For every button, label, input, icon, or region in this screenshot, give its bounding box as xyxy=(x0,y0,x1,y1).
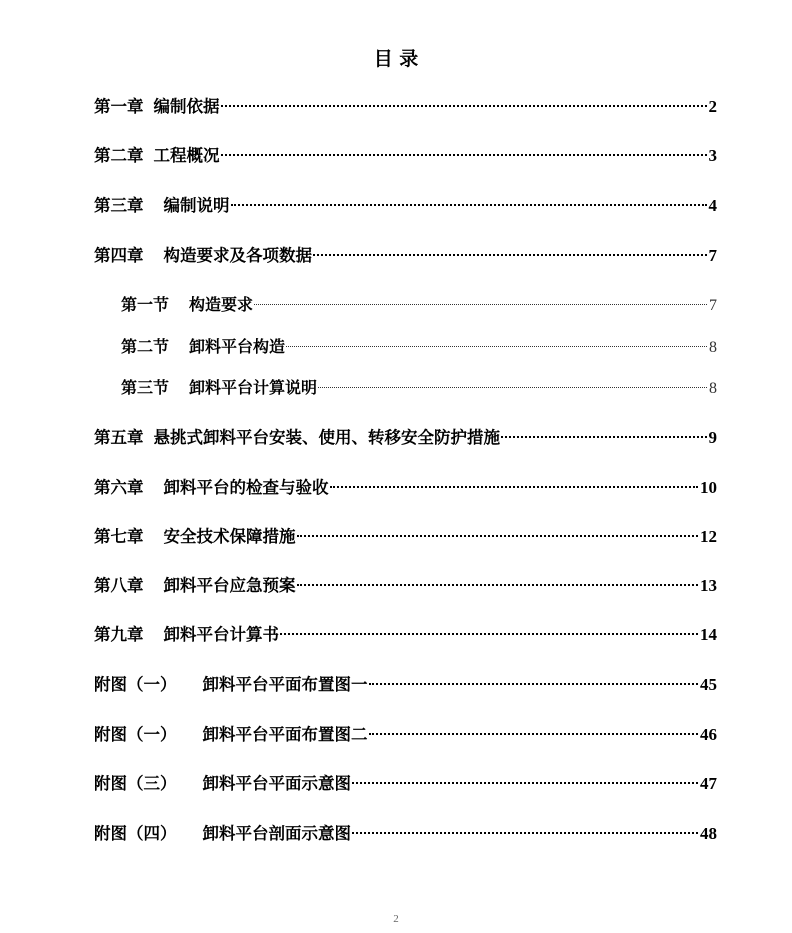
toc-entry-number: 附图（一） xyxy=(94,675,177,694)
toc-entry-page: 13 xyxy=(700,576,717,595)
dot-leader xyxy=(369,733,699,735)
toc-entry-page: 46 xyxy=(700,725,717,744)
dot-leader xyxy=(352,782,698,784)
dot-leader xyxy=(286,346,707,347)
toc-entry-number: 第七章 xyxy=(94,527,144,546)
dot-leader xyxy=(369,683,699,685)
dot-leader xyxy=(254,304,707,305)
toc-entry-title: 卸料平台计算书 xyxy=(163,625,279,644)
toc-entry-title: 卸料平台平面示意图 xyxy=(202,774,351,793)
dot-leader xyxy=(352,832,698,834)
toc-entry-chapter-7[interactable] xyxy=(94,526,717,548)
toc-entry-appendix-3[interactable] xyxy=(94,773,717,795)
toc-entry-number: 附图（四） xyxy=(94,824,177,843)
toc-entry-page: 47 xyxy=(700,774,717,793)
toc-entry-chapter-6[interactable] xyxy=(94,477,717,499)
toc-entry-chapter-5[interactable] xyxy=(94,427,717,449)
toc-entry-page: 9 xyxy=(708,428,717,447)
toc-entry-page: 12 xyxy=(700,527,717,546)
toc-entry-chapter-4[interactable] xyxy=(94,245,717,267)
toc-entry-page: 4 xyxy=(708,196,717,215)
toc-entry-page: 3 xyxy=(708,146,717,165)
toc-entry-page: 8 xyxy=(709,339,717,356)
toc-entry-number: 第四章 xyxy=(94,246,144,265)
toc-entry-title: 编制说明 xyxy=(163,196,230,215)
toc-entry-number: 第一节 xyxy=(121,295,170,314)
toc-entry-page: 7 xyxy=(709,297,717,314)
toc-entry-title: 卸料平台平面布置图一 xyxy=(202,675,368,694)
toc-entry-section-4-2[interactable] xyxy=(121,336,717,358)
toc-entry-page: 8 xyxy=(709,380,717,397)
toc-entry-title: 构造要求及各项数据 xyxy=(163,246,312,265)
toc-entry-number: 第三章 xyxy=(94,196,144,215)
toc-entry-page: 2 xyxy=(708,97,717,116)
toc-entry-number: 第二节 xyxy=(121,337,170,356)
dot-leader xyxy=(297,535,699,537)
toc-entry-page: 45 xyxy=(700,675,717,694)
toc-entry-title: 安全技术保障措施 xyxy=(163,527,296,546)
toc-entry-chapter-8[interactable] xyxy=(94,575,717,597)
toc-entry-number: 附图（一） xyxy=(94,725,177,744)
toc-entry-title: 工程概况 xyxy=(153,146,220,165)
toc-entry-title: 悬挑式卸料平台安装、使用、转移安全防护措施 xyxy=(153,428,500,447)
toc-entry-section-4-1[interactable] xyxy=(121,294,717,316)
dot-leader xyxy=(313,254,707,256)
toc-entry-chapter-9[interactable] xyxy=(94,624,717,646)
dot-leader xyxy=(231,204,707,206)
toc-entry-chapter-3[interactable] xyxy=(94,195,717,217)
toc-entry-title: 卸料平台剖面示意图 xyxy=(202,824,351,843)
toc-entry-number: 第九章 xyxy=(94,625,144,644)
toc-entry-title: 构造要求 xyxy=(189,295,254,314)
dot-leader xyxy=(280,633,698,635)
toc-entry-title: 卸料平台构造 xyxy=(189,337,286,356)
toc-entry-title: 卸料平台平面布置图二 xyxy=(202,725,368,744)
toc-entry-number: 第一章 xyxy=(94,97,144,116)
toc-entry-number: 第八章 xyxy=(94,576,144,595)
toc-entry-appendix-2[interactable] xyxy=(94,724,717,746)
toc-title: 目 录 xyxy=(373,48,419,70)
toc-entry-title: 卸料平台应急预案 xyxy=(163,576,296,595)
toc-entry-number: 第二章 xyxy=(94,146,144,165)
dot-leader xyxy=(297,584,699,586)
toc-entry-page: 10 xyxy=(700,478,717,497)
toc-entry-title: 卸料平台的检查与验收 xyxy=(163,478,329,497)
toc-entry-page: 48 xyxy=(700,824,717,843)
toc-entry-page: 7 xyxy=(708,246,717,265)
dot-leader xyxy=(318,387,707,388)
toc-entry-chapter-1[interactable] xyxy=(94,96,717,118)
toc-entry-number: 第三节 xyxy=(121,378,170,397)
toc-entry-chapter-2[interactable] xyxy=(94,145,717,167)
dot-leader xyxy=(501,436,707,438)
dot-leader xyxy=(330,486,699,488)
dot-leader xyxy=(221,105,707,107)
dot-leader xyxy=(221,154,707,156)
toc-entry-title: 卸料平台计算说明 xyxy=(189,378,318,397)
toc-entry-number: 第六章 xyxy=(94,478,144,497)
toc-entry-appendix-1[interactable] xyxy=(94,674,717,696)
toc-entry-page: 14 xyxy=(700,625,717,644)
toc-entry-section-4-3[interactable] xyxy=(121,377,717,399)
toc-entry-appendix-4[interactable] xyxy=(94,823,717,845)
toc-entry-number: 第五章 xyxy=(94,428,144,447)
toc-entry-number: 附图（三） xyxy=(94,774,177,793)
page-number: 2 xyxy=(393,913,399,925)
toc-entry-title: 编制依据 xyxy=(153,97,220,116)
